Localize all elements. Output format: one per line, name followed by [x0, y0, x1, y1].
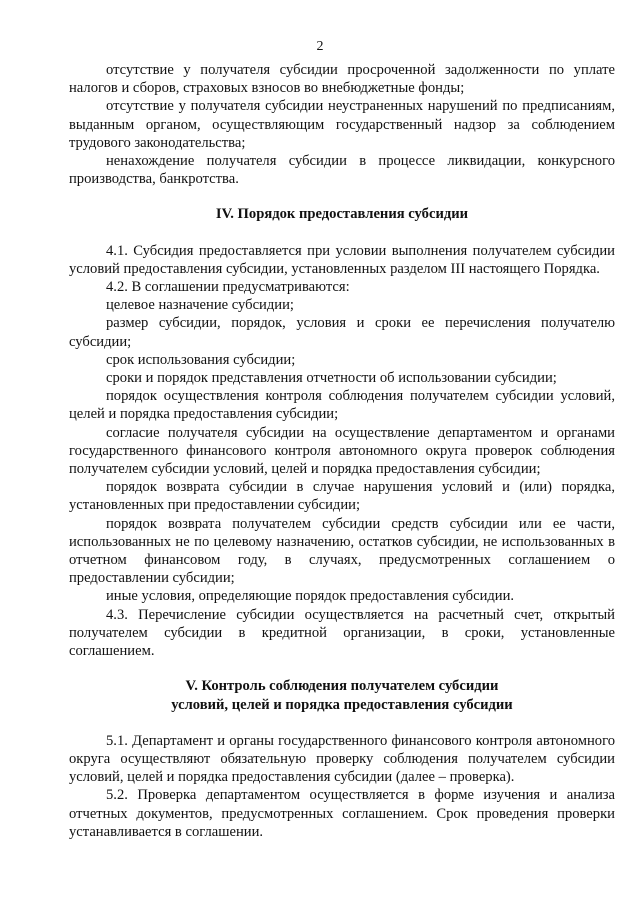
paragraph: целевое назначение субсидии; [106, 297, 294, 314]
paragraph: согласие получателя субсидии на осуществление департаментом и органами государственного финансового контроля автономного округа проверок соблюдения получателем субсидии условий, целей и порядка предоставления субсидии; [69, 424, 615, 478]
section-heading-v-line1: V. Контроль соблюдения получателем субсидии [185, 678, 499, 695]
paragraph: отсутствие у получателя субсидии просроченной задолженности по уплате налогов и сборов, страховых взносов во внебюджетные фонды; [69, 62, 615, 97]
paragraph: 5.1. Департамент и органы государственного финансового контроля автономного округа осуществляют обязательную проверку соблюдения получателем субсидии условий, целей и порядка предоставления субсидии (далее – проверка). [69, 732, 615, 786]
page-number: 2 [316, 39, 324, 54]
section-heading-v-line2: условий, целей и порядка предоставления субсидии [171, 696, 513, 713]
paragraph: размер субсидии, порядок, условия и сроки ее перечисления получателю субсидии; [69, 315, 615, 350]
paragraph: отсутствие у получателя субсидии неустраненных нарушений по предписаниям, выданным органом, осуществляющим государственный надзор за соблюдением трудового законодательства; [69, 98, 615, 151]
section-heading-v [69, 677, 615, 713]
paragraph: 4.1. Субсидия предоставляется при условии выполнения получателем субсидии условий предоставления субсидии, установленных разделом III настоящего Порядка. [69, 242, 615, 277]
paragraph: порядок возврата субсидии в случае нарушения условий и (или) порядка, установленных при предоставлении субсидии; [69, 479, 615, 514]
paragraph: ненахождение получателя субсидии в процессе ликвидации, конкурсного производства, банкротства. [69, 153, 615, 188]
document-body [69, 61, 615, 841]
paragraph: сроки и порядок представления отчетности об использовании субсидии; [106, 370, 557, 387]
paragraph: 5.2. Проверка департаментом осуществляется в форме изучения и анализа отчетных документов, предусмотренных соглашением. Срок проведения проверки устанавливается в соглашении. [69, 787, 615, 840]
paragraph: иные условия, определяющие порядок предоставления субсидии. [106, 588, 515, 605]
paragraph: 4.2. В соглашении предусматриваются: [106, 279, 350, 296]
paragraph: порядок возврата получателем субсидии средств субсидии или ее части, использованных не по целевому назначению, остатков субсидии, не использованных в отчетном финансовом году, в случаях, предусмотренных соглашением о предоставлении субсидии; [69, 515, 615, 587]
paragraph: 4.3. Перечисление субсидии осуществляется на расчетный счет, открытый получателем субсидии в кредитной организации, в сроки, установленные соглашением. [69, 606, 615, 660]
paragraph: порядок осуществления контроля соблюдения получателем субсидии условий, целей и порядка предоставления субсидии; [69, 388, 615, 423]
paragraph: срок использования субсидии; [106, 351, 296, 368]
section-heading-iv: IV. Порядок предоставления субсидии [215, 206, 469, 223]
